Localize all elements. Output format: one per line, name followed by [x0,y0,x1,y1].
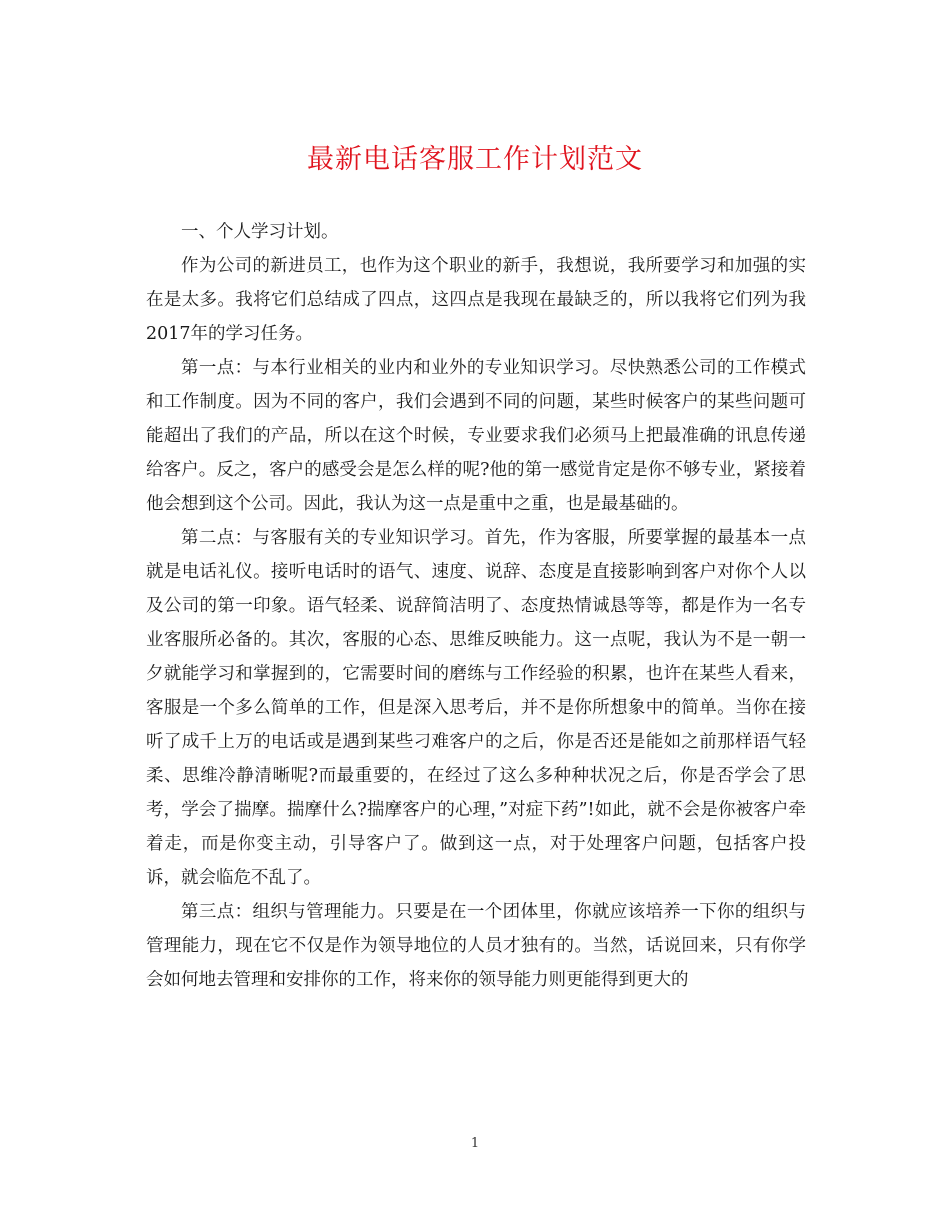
paragraph-heading-1: 一、个人学习计划。 [181,222,339,242]
document-body [146,215,806,997]
paragraph: 第三点：组织与管理能力。只要是在一个团体里，你就应该培养一下你的组织与管理能力，现在它不仅是作为领导地位的人员才独有的。当然，话说回来，只有你学会如何地去管理和安排你的工作，将来你的领导能力则更能得到更大的 [146,902,806,990]
paragraph: 作为公司的新进员工，也作为这个职业的新手，我想说，我所要学习和加强的实在是太多。我将它们总结成了四点，这四点是我现在最缺乏的，所以我将它们列为我2017年的学习任务。 [146,256,806,344]
document-title: 最新电话客服工作计划范文 [307,144,643,175]
page-number: 1 [470,1136,480,1151]
paragraph: 第一点：与本行业相关的业内和业外的专业知识学习。尽快熟悉公司的工作模式和工作制度。因为不同的客户，我们会遇到不同的问题，某些时候客户的某些问题可能超出了我们的产品，所以在这个时候，专业要求我们必须马上把最准确的讯息传递给客户。反之，客户的感受会是怎么样的呢?他的第一感觉肯定是你不够专业，紧接着他会想到这个公司。因此，我认为这一点是重中之重，也是最基础的。 [146,358,806,514]
paragraph: 第二点：与客服有关的专业知识学习。首先，作为客服，所要掌握的最基本一点就是电话礼仪。接听电话时的语气、速度、说辞、态度是直接影响到客户对你个人以及公司的第一印象。语气轻柔、说辞简洁明了、态度热情诚恳等等，都是作为一名专业客服所必备的。其次，客服的心态、思维反映能力。这一点呢，我认为不是一朝一夕就能学习和掌握到的，它需要时间的磨练与工作经验的积累，也许在某些人看来，客服是一个多么简单的工作，但是深入思考后，并不是你所想象中的简单。当你在接听了成千上万的电话或是遇到某些刁难客户的之后，你是否还是能如之前那样语气轻柔、思维冷静清晰呢?而最重要的，在经过了这么多种种状况之后，你是否学会了思考，学会了揣摩。揣摩什么?揣摩客户的心理，”对症下药”!如此，就不会是你被客户牵着走，而是你变主动，引导客户了。做到这一点，对于处理客户问题，包括客户投诉，就会临危不乱了。 [146,528,806,888]
